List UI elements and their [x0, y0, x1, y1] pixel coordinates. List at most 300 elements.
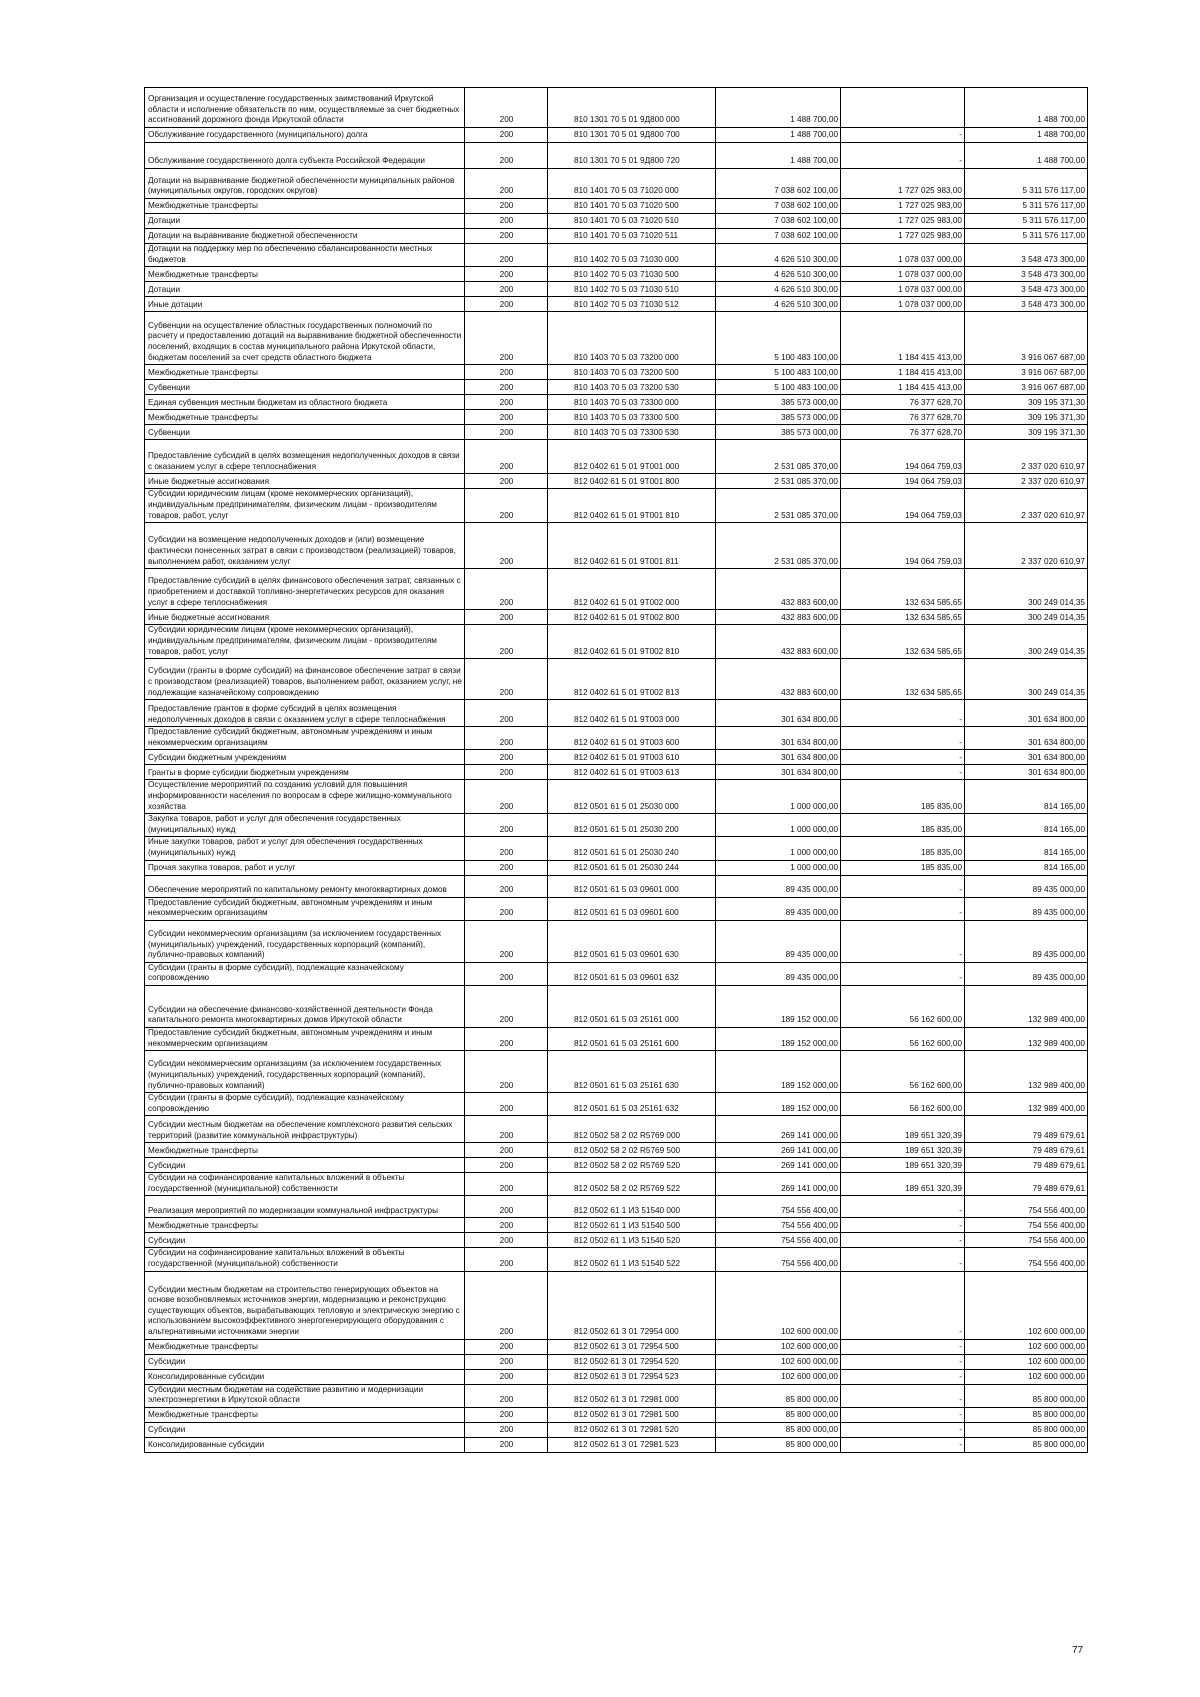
row-name: Межбюджетные трансферты	[145, 267, 465, 282]
row-name: Межбюджетные трансферты	[145, 410, 465, 425]
row-approved-amount: 1 000 000,00	[716, 860, 841, 875]
row-unexecuted-amount: 2 337 020 610,97	[965, 474, 1088, 489]
table-row	[145, 1027, 1088, 1050]
row-line-code: 200	[465, 1369, 548, 1384]
row-name: Предоставление субсидий бюджетным, автономным учреждениям и иным некоммерческим организациям	[145, 1027, 465, 1050]
row-classification-code: 812 0402 61 5 01 9Т003 613	[548, 765, 716, 780]
row-line-code: 200	[465, 750, 548, 765]
row-executed-amount: 185 835,00	[841, 780, 965, 814]
row-approved-amount: 301 634 800,00	[716, 765, 841, 780]
row-name: Предоставление грантов в форме субсидий в целях возмещения недополученных доходов в связи с оказанием услуг в сфере теплоснабжения	[145, 700, 465, 727]
table-row	[145, 143, 1088, 169]
row-unexecuted-amount: 3 548 473 300,00	[965, 244, 1088, 267]
table-row	[145, 1196, 1088, 1218]
row-approved-amount: 85 800 000,00	[716, 1422, 841, 1437]
row-approved-amount: 102 600 000,00	[716, 1339, 841, 1354]
row-executed-amount: 56 162 600,00	[841, 985, 965, 1027]
row-approved-amount: 269 141 000,00	[716, 1158, 841, 1173]
row-executed-amount: 189 651 320,39	[841, 1173, 965, 1196]
row-classification-code: 812 0502 58 2 02 R5769 500	[548, 1143, 716, 1158]
row-executed-amount: -	[841, 1437, 965, 1452]
row-executed-amount: 185 835,00	[841, 837, 965, 860]
row-classification-code: 812 0402 61 5 01 9Т001 000	[548, 440, 716, 474]
row-classification-code: 812 0501 61 5 01 25030 000	[548, 780, 716, 814]
table-row	[145, 425, 1088, 440]
table-row	[145, 474, 1088, 489]
row-unexecuted-amount: 300 249 014,35	[965, 659, 1088, 700]
row-unexecuted-amount: 102 600 000,00	[965, 1369, 1088, 1384]
row-name: Дотации на выравнивание бюджетной обеспеченности	[145, 229, 465, 244]
row-approved-amount: 102 600 000,00	[716, 1271, 841, 1339]
row-classification-code: 812 0501 61 5 03 09601 630	[548, 920, 716, 962]
row-unexecuted-amount: 309 195 371,30	[965, 425, 1088, 440]
row-executed-amount: 1 727 025 983,00	[841, 169, 965, 199]
table-row	[145, 860, 1088, 875]
row-classification-code: 812 0502 61 3 01 72954 500	[548, 1339, 716, 1354]
row-executed-amount: -	[841, 765, 965, 780]
row-approved-amount: 432 883 600,00	[716, 659, 841, 700]
row-classification-code: 812 0502 61 3 01 72981 520	[548, 1422, 716, 1437]
row-approved-amount: 1 488 700,00	[716, 88, 841, 128]
row-name: Предоставление субсидий бюджетным, автономным учреждениям и иным некоммерческим организациям	[145, 897, 465, 920]
row-line-code: 200	[465, 1093, 548, 1116]
row-name: Предоставление субсидий в целях возмещения недополученных доходов в связи с оказанием услуг в сфере теплоснабжения	[145, 440, 465, 474]
row-line-code: 200	[465, 1407, 548, 1422]
row-classification-code: 812 0502 61 1 И3 51540 000	[548, 1196, 716, 1218]
row-name: Прочая закупка товаров, работ и услуг	[145, 860, 465, 875]
row-approved-amount: 85 800 000,00	[716, 1437, 841, 1452]
row-executed-amount: 189 651 320,39	[841, 1143, 965, 1158]
table-row	[145, 312, 1088, 365]
row-executed-amount: 194 064 759,03	[841, 440, 965, 474]
row-line-code: 200	[465, 1233, 548, 1248]
row-unexecuted-amount: 3 548 473 300,00	[965, 267, 1088, 282]
row-approved-amount: 189 152 000,00	[716, 1027, 841, 1050]
row-unexecuted-amount: 814 165,00	[965, 780, 1088, 814]
row-approved-amount: 1 488 700,00	[716, 128, 841, 143]
row-line-code: 200	[465, 489, 548, 523]
row-approved-amount: 189 152 000,00	[716, 1051, 841, 1093]
row-unexecuted-amount: 300 249 014,35	[965, 569, 1088, 610]
row-unexecuted-amount: 1 488 700,00	[965, 128, 1088, 143]
row-line-code: 200	[465, 1422, 548, 1437]
row-line-code: 200	[465, 267, 548, 282]
row-executed-amount: 1 184 415 413,00	[841, 380, 965, 395]
row-unexecuted-amount: 3 916 067 687,00	[965, 365, 1088, 380]
table-row	[145, 985, 1088, 1027]
row-name: Иные бюджетные ассигнования	[145, 474, 465, 489]
row-approved-amount: 754 556 400,00	[716, 1218, 841, 1233]
row-classification-code: 810 1403 70 5 03 73300 000	[548, 395, 716, 410]
row-name: Субсидии	[145, 1422, 465, 1437]
row-name: Субсидии бюджетным учреждениям	[145, 750, 465, 765]
row-classification-code: 810 1403 70 5 03 73300 500	[548, 410, 716, 425]
row-line-code: 200	[465, 610, 548, 625]
row-classification-code: 812 0502 61 3 01 72954 523	[548, 1369, 716, 1384]
row-name: Обеспечение мероприятий по капитальному ремонту многоквартирных домов	[145, 875, 465, 897]
row-classification-code: 810 1402 70 5 03 71030 512	[548, 297, 716, 312]
row-approved-amount: 2 531 085 370,00	[716, 523, 841, 569]
row-approved-amount: 5 100 483 100,00	[716, 365, 841, 380]
row-line-code: 200	[465, 1143, 548, 1158]
row-line-code: 200	[465, 425, 548, 440]
row-classification-code: 812 0502 61 3 01 72981 000	[548, 1384, 716, 1407]
row-name: Обслуживание государственного (муниципального) долга	[145, 128, 465, 143]
row-executed-amount: 1 727 025 983,00	[841, 214, 965, 229]
row-executed-amount: 56 162 600,00	[841, 1051, 965, 1093]
row-approved-amount: 432 883 600,00	[716, 625, 841, 659]
table-row	[145, 962, 1088, 985]
row-name: Дотации на выравнивание бюджетной обеспеченности муниципальных районов (муниципальных округов, городских округов)	[145, 169, 465, 199]
row-executed-amount: -	[841, 1354, 965, 1369]
row-classification-code: 812 0502 58 2 02 R5769 520	[548, 1158, 716, 1173]
row-unexecuted-amount: 5 311 576 117,00	[965, 199, 1088, 214]
row-unexecuted-amount: 301 634 800,00	[965, 727, 1088, 750]
row-approved-amount: 301 634 800,00	[716, 727, 841, 750]
row-name: Реализация мероприятий по модернизации коммунальной инфраструктуры	[145, 1196, 465, 1218]
row-classification-code: 812 0501 61 5 01 25030 244	[548, 860, 716, 875]
table-row	[145, 1339, 1088, 1354]
row-line-code: 200	[465, 169, 548, 199]
row-executed-amount: -	[841, 1422, 965, 1437]
row-name: Субсидии	[145, 1158, 465, 1173]
row-executed-amount: -	[841, 875, 965, 897]
table-row	[145, 659, 1088, 700]
table-body	[145, 88, 1088, 1453]
row-name: Обслуживание государственного долга субъекта Российской Федерации	[145, 143, 465, 169]
budget-execution-table	[144, 87, 1088, 1453]
row-executed-amount: 56 162 600,00	[841, 1093, 965, 1116]
row-classification-code: 812 0502 61 3 01 72981 523	[548, 1437, 716, 1452]
row-executed-amount: -	[841, 962, 965, 985]
row-unexecuted-amount: 300 249 014,35	[965, 610, 1088, 625]
row-name: Субсидии	[145, 1354, 465, 1369]
row-unexecuted-amount: 79 489 679,61	[965, 1143, 1088, 1158]
row-approved-amount: 5 100 483 100,00	[716, 380, 841, 395]
row-name: Субвенции на осуществление областных государственных полномочий по расчету и предоставлению дотаций на выравнивание бюджетной обеспеченности поселений, входящих в состав муниципального района Иркутской области, бюджетам поселений за счет средств областного бюджета	[145, 312, 465, 365]
row-line-code: 200	[465, 312, 548, 365]
row-executed-amount: -	[841, 1407, 965, 1422]
row-unexecuted-amount: 814 165,00	[965, 860, 1088, 875]
row-approved-amount: 754 556 400,00	[716, 1248, 841, 1271]
page-number: 77	[1072, 1645, 1084, 1656]
row-approved-amount: 4 626 510 300,00	[716, 297, 841, 312]
row-approved-amount: 7 038 602 100,00	[716, 229, 841, 244]
row-line-code: 200	[465, 1248, 548, 1271]
row-approved-amount: 85 800 000,00	[716, 1407, 841, 1422]
row-unexecuted-amount: 85 800 000,00	[965, 1437, 1088, 1452]
row-unexecuted-amount: 814 165,00	[965, 837, 1088, 860]
row-approved-amount: 385 573 000,00	[716, 410, 841, 425]
row-executed-amount: 132 634 585,65	[841, 659, 965, 700]
row-classification-code: 812 0501 61 5 03 25161 630	[548, 1051, 716, 1093]
row-line-code: 200	[465, 659, 548, 700]
row-line-code: 200	[465, 282, 548, 297]
row-line-code: 200	[465, 700, 548, 727]
row-unexecuted-amount: 5 311 576 117,00	[965, 229, 1088, 244]
table-row	[145, 169, 1088, 199]
row-unexecuted-amount: 102 600 000,00	[965, 1354, 1088, 1369]
row-classification-code: 812 0402 61 5 01 9Т001 811	[548, 523, 716, 569]
row-name: Субвенции	[145, 380, 465, 395]
table-row	[145, 282, 1088, 297]
row-name: Единая субвенция местным бюджетам из областного бюджета	[145, 395, 465, 410]
table-row	[145, 199, 1088, 214]
row-classification-code: 812 0501 61 5 03 09601 000	[548, 875, 716, 897]
table-row	[145, 440, 1088, 474]
row-approved-amount: 269 141 000,00	[716, 1143, 841, 1158]
table-row	[145, 365, 1088, 380]
row-unexecuted-amount: 754 556 400,00	[965, 1233, 1088, 1248]
row-unexecuted-amount: 79 489 679,61	[965, 1116, 1088, 1143]
row-line-code: 200	[465, 380, 548, 395]
row-name: Субсидии на софинансирование капитальных вложений в объекты государственной (муниципальной) собственности	[145, 1173, 465, 1196]
row-line-code: 200	[465, 727, 548, 750]
row-line-code: 200	[465, 1437, 548, 1452]
row-classification-code: 810 1403 70 5 03 73200 000	[548, 312, 716, 365]
row-name: Иные дотации	[145, 297, 465, 312]
row-executed-amount: -	[841, 1196, 965, 1218]
row-unexecuted-amount: 5 311 576 117,00	[965, 214, 1088, 229]
row-line-code: 200	[465, 88, 548, 128]
row-executed-amount: 132 634 585,65	[841, 569, 965, 610]
row-executed-amount: -	[841, 143, 965, 169]
row-classification-code: 810 1402 70 5 03 71030 000	[548, 244, 716, 267]
row-unexecuted-amount: 89 435 000,00	[965, 920, 1088, 962]
row-line-code: 200	[465, 814, 548, 837]
table-row	[145, 897, 1088, 920]
table-row	[145, 1384, 1088, 1407]
row-executed-amount: 56 162 600,00	[841, 1027, 965, 1050]
row-classification-code: 812 0402 61 5 01 9Т001 810	[548, 489, 716, 523]
row-classification-code: 810 1402 70 5 03 71030 500	[548, 267, 716, 282]
row-approved-amount: 301 634 800,00	[716, 700, 841, 727]
row-unexecuted-amount: 132 989 400,00	[965, 985, 1088, 1027]
row-name: Субсидии на обеспечение финансово-хозяйственной деятельности Фонда капитального ремонта многоквартирных домов Иркутской области	[145, 985, 465, 1027]
row-approved-amount: 4 626 510 300,00	[716, 244, 841, 267]
table-row	[145, 625, 1088, 659]
row-approved-amount: 7 038 602 100,00	[716, 169, 841, 199]
row-classification-code: 810 1401 70 5 03 71020 510	[548, 214, 716, 229]
row-approved-amount: 1 000 000,00	[716, 814, 841, 837]
table-row	[145, 727, 1088, 750]
row-executed-amount: 76 377 628,70	[841, 410, 965, 425]
row-executed-amount: -	[841, 1384, 965, 1407]
report-sheet	[144, 87, 1087, 1453]
row-name: Иные бюджетные ассигнования	[145, 610, 465, 625]
row-executed-amount: -	[841, 1339, 965, 1354]
row-executed-amount: -	[841, 700, 965, 727]
row-name: Дотации	[145, 282, 465, 297]
table-row	[145, 700, 1088, 727]
row-unexecuted-amount: 814 165,00	[965, 814, 1088, 837]
row-line-code: 200	[465, 199, 548, 214]
table-row	[145, 837, 1088, 860]
row-executed-amount: 1 078 037 000,00	[841, 297, 965, 312]
row-line-code: 200	[465, 1218, 548, 1233]
row-approved-amount: 102 600 000,00	[716, 1354, 841, 1369]
row-unexecuted-amount: 309 195 371,30	[965, 410, 1088, 425]
row-classification-code: 810 1301 70 5 01 9Д800 720	[548, 143, 716, 169]
table-row	[145, 1116, 1088, 1143]
table-row	[145, 750, 1088, 765]
row-unexecuted-amount: 300 249 014,35	[965, 625, 1088, 659]
row-name: Субсидии (гранты в форме субсидий) на финансовое обеспечение затрат в связи с производством (реализацией) товаров, выполнением работ, оказанием услуг, не подлежащие казначейскому сопровождению	[145, 659, 465, 700]
row-approved-amount: 89 435 000,00	[716, 962, 841, 985]
row-executed-amount: 132 634 585,65	[841, 610, 965, 625]
row-unexecuted-amount: 3 916 067 687,00	[965, 380, 1088, 395]
row-classification-code: 812 0402 61 5 01 9Т002 810	[548, 625, 716, 659]
row-classification-code: 812 0501 61 5 03 09601 632	[548, 962, 716, 985]
row-executed-amount: 194 064 759,03	[841, 523, 965, 569]
row-line-code: 200	[465, 897, 548, 920]
row-line-code: 200	[465, 1051, 548, 1093]
row-line-code: 200	[465, 765, 548, 780]
row-line-code: 200	[465, 365, 548, 380]
row-name: Консолидированные субсидии	[145, 1437, 465, 1452]
row-name: Дотации	[145, 214, 465, 229]
row-unexecuted-amount: 301 634 800,00	[965, 765, 1088, 780]
row-name: Субсидии местным бюджетам на строительство генерирующих объектов на основе возобновляемых источников энергии, модернизацию и реконструкцию существующих объектов, вырабатывающих тепловую и электрическую энергию с использованием высокоэффективного энергогенерирующего оборудования с альтернативными источниками энергии	[145, 1271, 465, 1339]
table-row	[145, 1218, 1088, 1233]
row-unexecuted-amount: 132 989 400,00	[965, 1051, 1088, 1093]
row-classification-code: 810 1403 70 5 03 73200 500	[548, 365, 716, 380]
row-executed-amount: 1 078 037 000,00	[841, 282, 965, 297]
row-name: Межбюджетные трансферты	[145, 365, 465, 380]
table-row	[145, 1369, 1088, 1384]
row-classification-code: 812 0502 61 1 И3 51540 520	[548, 1233, 716, 1248]
row-classification-code: 812 0501 61 5 03 25161 600	[548, 1027, 716, 1050]
row-unexecuted-amount: 102 600 000,00	[965, 1271, 1088, 1339]
row-classification-code: 812 0502 58 2 02 R5769 522	[548, 1173, 716, 1196]
row-approved-amount: 2 531 085 370,00	[716, 440, 841, 474]
row-unexecuted-amount: 89 435 000,00	[965, 875, 1088, 897]
row-executed-amount: 1 727 025 983,00	[841, 199, 965, 214]
row-line-code: 200	[465, 780, 548, 814]
row-executed-amount	[841, 88, 965, 128]
row-unexecuted-amount: 754 556 400,00	[965, 1248, 1088, 1271]
row-approved-amount: 189 152 000,00	[716, 985, 841, 1027]
row-unexecuted-amount: 3 916 067 687,00	[965, 312, 1088, 365]
row-approved-amount: 7 038 602 100,00	[716, 214, 841, 229]
row-line-code: 200	[465, 1116, 548, 1143]
row-classification-code: 812 0502 61 3 01 72981 500	[548, 1407, 716, 1422]
row-unexecuted-amount: 754 556 400,00	[965, 1218, 1088, 1233]
row-classification-code: 810 1401 70 5 03 71020 511	[548, 229, 716, 244]
row-line-code: 200	[465, 244, 548, 267]
row-approved-amount: 4 626 510 300,00	[716, 267, 841, 282]
table-row	[145, 1354, 1088, 1369]
row-name: Субсидии местным бюджетам на обеспечение комплексного развития сельских территорий (развитие коммунальной инфраструктуры)	[145, 1116, 465, 1143]
table-row	[145, 1051, 1088, 1093]
table-row	[145, 395, 1088, 410]
table-row	[145, 875, 1088, 897]
row-classification-code: 812 0501 61 5 01 25030 240	[548, 837, 716, 860]
row-classification-code: 812 0501 61 5 03 25161 000	[548, 985, 716, 1027]
row-line-code: 200	[465, 1027, 548, 1050]
row-approved-amount: 89 435 000,00	[716, 897, 841, 920]
row-executed-amount: 185 835,00	[841, 814, 965, 837]
row-classification-code: 810 1402 70 5 03 71030 510	[548, 282, 716, 297]
row-unexecuted-amount: 79 489 679,61	[965, 1173, 1088, 1196]
row-classification-code: 812 0402 61 5 01 9Т002 000	[548, 569, 716, 610]
row-name: Гранты в форме субсидии бюджетным учреждениям	[145, 765, 465, 780]
row-name: Межбюджетные трансферты	[145, 199, 465, 214]
table-row	[145, 410, 1088, 425]
row-name: Дотации на поддержку мер по обеспечению сбалансированности местных бюджетов	[145, 244, 465, 267]
row-executed-amount: -	[841, 750, 965, 765]
row-executed-amount: 194 064 759,03	[841, 474, 965, 489]
row-executed-amount: -	[841, 727, 965, 750]
row-approved-amount: 5 100 483 100,00	[716, 312, 841, 365]
row-line-code: 200	[465, 920, 548, 962]
row-name: Субвенции	[145, 425, 465, 440]
row-unexecuted-amount: 89 435 000,00	[965, 962, 1088, 985]
row-executed-amount: 189 651 320,39	[841, 1116, 965, 1143]
row-approved-amount: 1 000 000,00	[716, 837, 841, 860]
row-classification-code: 812 0402 61 5 01 9Т002 800	[548, 610, 716, 625]
row-classification-code: 812 0502 61 3 01 72954 520	[548, 1354, 716, 1369]
row-line-code: 200	[465, 474, 548, 489]
row-line-code: 200	[465, 1354, 548, 1369]
row-unexecuted-amount: 1 488 700,00	[965, 143, 1088, 169]
row-line-code: 200	[465, 523, 548, 569]
row-line-code: 200	[465, 229, 548, 244]
row-approved-amount: 269 141 000,00	[716, 1173, 841, 1196]
row-line-code: 200	[465, 625, 548, 659]
row-executed-amount: -	[841, 1248, 965, 1271]
row-executed-amount: -	[841, 1233, 965, 1248]
row-executed-amount: -	[841, 920, 965, 962]
row-classification-code: 812 0501 61 5 03 09601 600	[548, 897, 716, 920]
row-unexecuted-amount: 2 337 020 610,97	[965, 489, 1088, 523]
table-row	[145, 244, 1088, 267]
table-row	[145, 1143, 1088, 1158]
row-unexecuted-amount: 301 634 800,00	[965, 700, 1088, 727]
row-executed-amount: -	[841, 128, 965, 143]
row-line-code: 200	[465, 1158, 548, 1173]
row-name: Субсидии на возмещение недополученных доходов и (или) возмещение фактически понесенных затрат в связи с производством (реализацией) товаров, выполнением работ, оказанием услуг	[145, 523, 465, 569]
row-classification-code: 812 0402 61 5 01 9Т003 600	[548, 727, 716, 750]
row-name: Межбюджетные трансферты	[145, 1407, 465, 1422]
row-unexecuted-amount: 89 435 000,00	[965, 897, 1088, 920]
row-approved-amount: 1 488 700,00	[716, 143, 841, 169]
row-classification-code: 812 0502 61 1 И3 51540 500	[548, 1218, 716, 1233]
row-classification-code: 810 1403 70 5 03 73200 530	[548, 380, 716, 395]
row-executed-amount: 1 184 415 413,00	[841, 365, 965, 380]
table-row	[145, 780, 1088, 814]
row-unexecuted-amount: 3 548 473 300,00	[965, 282, 1088, 297]
row-classification-code: 812 0402 61 5 01 9Т001 800	[548, 474, 716, 489]
row-unexecuted-amount: 2 337 020 610,97	[965, 523, 1088, 569]
table-row	[145, 88, 1088, 128]
row-approved-amount: 1 000 000,00	[716, 780, 841, 814]
row-unexecuted-amount: 301 634 800,00	[965, 750, 1088, 765]
row-classification-code: 812 0402 61 5 01 9Т003 610	[548, 750, 716, 765]
row-approved-amount: 89 435 000,00	[716, 920, 841, 962]
row-approved-amount: 4 626 510 300,00	[716, 282, 841, 297]
row-name: Субсидии местным бюджетам на содействие развитию и модернизации электроэнергетики в Иркутской области	[145, 1384, 465, 1407]
row-unexecuted-amount: 3 548 473 300,00	[965, 297, 1088, 312]
table-row	[145, 1437, 1088, 1452]
row-executed-amount: 76 377 628,70	[841, 395, 965, 410]
row-executed-amount: -	[841, 1271, 965, 1339]
table-row	[145, 1248, 1088, 1271]
row-name: Субсидии некоммерческим организациям (за исключением государственных (муниципальных) учреждений, государственных корпораций (компаний), публично-правовых компаний)	[145, 920, 465, 962]
row-approved-amount: 102 600 000,00	[716, 1369, 841, 1384]
row-approved-amount: 89 435 000,00	[716, 875, 841, 897]
row-name: Субсидии некоммерческим организациям (за исключением государственных (муниципальных) учреждений, государственных корпораций (компаний), публично-правовых компаний)	[145, 1051, 465, 1093]
